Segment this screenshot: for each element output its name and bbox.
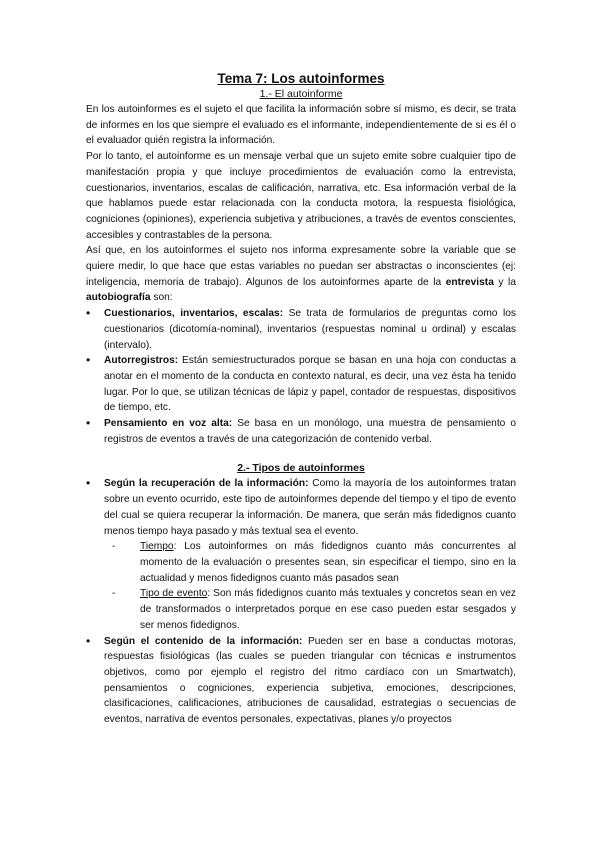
list-item-text: Se trata de formularios de preguntas como los cuestionarios (dicotomía-nominal), inventarios (respuestas nominal u ordinal) y escalas (intervalo).	[104, 308, 516, 351]
sub-list	[104, 539, 516, 633]
list-item	[86, 306, 516, 353]
section-1-paragraph-1: En los autoinformes es el sujeto el que facilita la información sobre sí mismo, es decir, se trata de informes en los que siempre el evaluado es el informante, independientemente de si es él o el evaluador quién registra la información.	[86, 104, 516, 147]
list-item-text: Se basa en un monólogo, una muestra de pensamiento o registros de eventos a través de una categorización de contenido verbal.	[104, 418, 516, 445]
sub-item-label: Tipo de evento	[140, 588, 208, 600]
list-item-text: Están semiestructurados porque se basan en una hoja con conductas a anotar en el momento de la conducta en contexto natural, es decir, una vez ésta ha tenido lugar. Por lo que, se utilizan técnicas de lápiz y papel, contador de respuestas, dispositivos de tiempo, etc.	[104, 355, 516, 414]
autobiografia-term: autobiografía	[86, 292, 151, 304]
list-item-term: Según el contenido de la información:	[104, 635, 303, 647]
list-item-text: Como la mayoría de los autoinformes tratan sobre un evento ocurrido, este tipo de autoinformes depende del tiempo y el tipo de evento del cual se quiera recuperar la información. De manera, que serán más fidedignos cuanto menos tiempo haya pasado y más textual sea el evento.	[104, 478, 516, 537]
sub-item-text: : Los autoinformes on más fidedignos cuanto más concurrentes al momento de la evaluación o presentes sean, sin especificar el tiempo, sino en la actualidad y menos fidedignos cuanto más pasados sean	[140, 541, 516, 584]
section-2-heading: 2.- Tipos de autoinformes	[237, 462, 365, 475]
list-item-term: Pensamiento en voz alta:	[104, 418, 233, 430]
autoinforme-types-list	[86, 306, 516, 447]
list-item-term: Autorregistros:	[104, 355, 179, 367]
list-item-term: Según la recuperación de la información:	[104, 478, 309, 490]
paragraph-3-mid: y la	[498, 276, 516, 288]
sub-list-item	[104, 586, 516, 633]
section-1-heading: 1.- El autoinforme	[259, 88, 343, 100]
list-item	[86, 353, 516, 416]
section-1-paragraph-3	[86, 243, 516, 306]
paragraph-3-end: son:	[153, 292, 173, 304]
list-item	[86, 476, 516, 633]
sub-item-text: : Son más fidedignos cuanto más textuales y concretos sean en vez de transformados o interpretados porque en ese caso pueden estar sesgados y ser menos fidedignos.	[140, 588, 516, 631]
tipos-list	[86, 476, 516, 727]
list-item	[86, 634, 516, 728]
sub-list-item	[104, 539, 516, 586]
list-item-text: Pueden ser en base a conductas motoras, respuestas fisiológicas (las cuales se pueden triangular con técnicas e instrumentos objetivos, como por ejemplo el registro del ritmo cardíaco con un Smartwatch), pensamientos o cogniciones, experiencia subjetiva, emociones, descripciones, clasificaciones, calificaciones, atribuciones de causalidad, estrategias o secuencias de eventos, narrativa de eventos personales, expectativas, planes y/o proyectos	[104, 635, 516, 726]
section-1-paragraph-2: Por lo tanto, el autoinforme es un mensaje verbal que un sujeto emite sobre cualquier tipo de manifestación propia y que incluye procedimientos de evaluación como la entrevista, cuestionarios, inventarios, escalas de calificación, narrativa, etc. Esa información verbal de la que hablamos puede estar relacionada con la conducta motora, la respuesta fisiológica, cogniciones (opiniones), experiencia subjetiva y atribuciones, a través de eventos conscientes, accesibles y contrastables de la persona.	[86, 151, 516, 241]
sub-item-label: Tiempo	[140, 541, 174, 553]
entrevista-term: entrevista	[445, 276, 494, 288]
list-item-term: Cuestionarios, inventarios, escalas:	[104, 308, 284, 320]
paragraph-3-text: Así que, en los autoinformes el sujeto nos informa expresamente sobre la variable que se quiere medir, lo que hace que estas variables no puedan ser abstractas o inconscientes (ej: inteligencia, memoria de trabajo). Algunos de los autoinformes aparte de la	[86, 245, 516, 288]
page-title: Tema 7: Los autoinformes	[217, 71, 385, 86]
list-item	[86, 416, 516, 447]
document-content	[86, 70, 516, 728]
